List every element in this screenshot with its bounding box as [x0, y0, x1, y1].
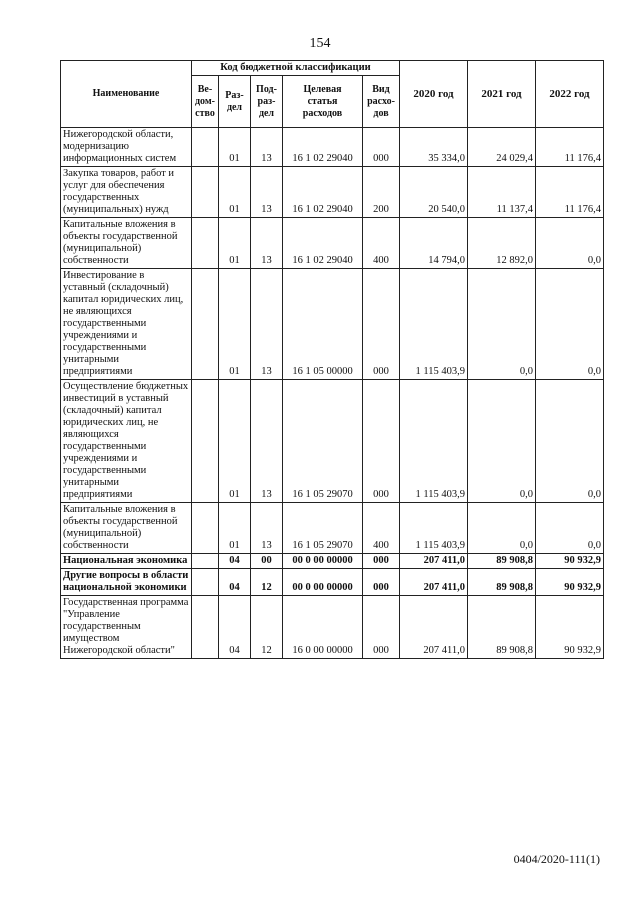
- row-value-2022: 0,0: [536, 218, 604, 269]
- row-razdel: 01: [219, 128, 251, 167]
- row-value-2021: 89 908,8: [468, 569, 536, 596]
- row-name: Осуществление бюджетных инвестиций в уставный (складочный) капитал юридических лиц, не являющихся государственными учреждениями и государственными унитарными предприятиями: [61, 380, 192, 503]
- row-podrazdel: 13: [251, 128, 283, 167]
- row-value-2022: 0,0: [536, 269, 604, 380]
- row-value-2021: 0,0: [468, 269, 536, 380]
- row-expense-type: 000: [363, 569, 400, 596]
- row-value-2020: 207 411,0: [400, 569, 468, 596]
- row-target-article: 16 1 02 29040: [283, 128, 363, 167]
- row-razdel: 01: [219, 218, 251, 269]
- table-row: [61, 503, 604, 554]
- row-value-2020: 207 411,0: [400, 554, 468, 569]
- row-podrazdel: 12: [251, 596, 283, 659]
- row-vedomstvo: [192, 167, 219, 218]
- row-podrazdel: 13: [251, 218, 283, 269]
- row-value-2022: 90 932,9: [536, 554, 604, 569]
- row-vedomstvo: [192, 269, 219, 380]
- row-podrazdel: 12: [251, 569, 283, 596]
- document-code: 0404/2020-111(1): [513, 852, 600, 866]
- header-vedomstvo: Ве- дом- ство: [192, 76, 219, 128]
- row-podrazdel: 13: [251, 167, 283, 218]
- table-row: [61, 218, 604, 269]
- row-razdel: 01: [219, 167, 251, 218]
- row-target-article: 00 0 00 00000: [283, 569, 363, 596]
- row-value-2022: 11 176,4: [536, 128, 604, 167]
- row-value-2022: 0,0: [536, 503, 604, 554]
- row-name: Капитальные вложения в объекты государственной (муниципальной) собственности: [61, 503, 192, 554]
- row-podrazdel: 13: [251, 269, 283, 380]
- row-value-2020: 1 115 403,9: [400, 380, 468, 503]
- header-name: Наименование: [61, 61, 192, 128]
- table-row: [61, 554, 604, 569]
- row-value-2021: 0,0: [468, 503, 536, 554]
- row-name: Национальная экономика: [61, 554, 192, 569]
- table-row: [61, 569, 604, 596]
- row-target-article: 16 1 02 29040: [283, 218, 363, 269]
- row-vedomstvo: [192, 218, 219, 269]
- row-vedomstvo: [192, 503, 219, 554]
- header-2022: 2022 год: [536, 61, 604, 128]
- row-name: Государственная программа "Управление государственным имуществом Нижегородской области": [61, 596, 192, 659]
- row-value-2021: 11 137,4: [468, 167, 536, 218]
- header-target: Целевая статья расходов: [283, 76, 363, 128]
- row-podrazdel: 13: [251, 380, 283, 503]
- row-value-2021: 89 908,8: [468, 596, 536, 659]
- header-podrazdel: Под- раз- дел: [251, 76, 283, 128]
- table-row: [61, 167, 604, 218]
- row-target-article: 16 1 05 29070: [283, 380, 363, 503]
- row-vedomstvo: [192, 128, 219, 167]
- row-expense-type: 000: [363, 554, 400, 569]
- table-row: [61, 269, 604, 380]
- row-razdel: 01: [219, 380, 251, 503]
- row-vedomstvo: [192, 554, 219, 569]
- row-podrazdel: 00: [251, 554, 283, 569]
- row-value-2020: 1 115 403,9: [400, 503, 468, 554]
- table-body: [61, 128, 604, 659]
- row-expense-type: 400: [363, 218, 400, 269]
- table-row: [61, 596, 604, 659]
- row-razdel: 04: [219, 596, 251, 659]
- row-target-article: 16 1 02 29040: [283, 167, 363, 218]
- row-value-2020: 35 334,0: [400, 128, 468, 167]
- row-expense-type: 000: [363, 128, 400, 167]
- row-vedomstvo: [192, 596, 219, 659]
- page-number: 154: [309, 36, 331, 51]
- row-expense-type: 000: [363, 269, 400, 380]
- row-name: Нижегородской области, модернизацию информационных систем: [61, 128, 192, 167]
- row-razdel: 01: [219, 503, 251, 554]
- row-value-2020: 14 794,0: [400, 218, 468, 269]
- row-target-article: 16 0 00 00000: [283, 596, 363, 659]
- row-value-2020: 207 411,0: [400, 596, 468, 659]
- budget-table: [60, 60, 604, 659]
- row-expense-type: 400: [363, 503, 400, 554]
- row-vedomstvo: [192, 380, 219, 503]
- row-razdel: 04: [219, 569, 251, 596]
- header-code-group: Код бюджетной классификации: [192, 61, 400, 76]
- header-razdel: Раз- дел: [219, 76, 251, 128]
- row-value-2020: 1 115 403,9: [400, 269, 468, 380]
- header-2021: 2021 год: [468, 61, 536, 128]
- row-value-2021: 0,0: [468, 380, 536, 503]
- row-expense-type: 000: [363, 380, 400, 503]
- row-value-2022: 0,0: [536, 380, 604, 503]
- header-vid: Вид расхо- дов: [363, 76, 400, 128]
- row-target-article: 16 1 05 00000: [283, 269, 363, 380]
- row-name: Капитальные вложения в объекты государственной (муниципальной) собственности: [61, 218, 192, 269]
- row-podrazdel: 13: [251, 503, 283, 554]
- row-value-2021: 24 029,4: [468, 128, 536, 167]
- row-value-2022: 90 932,9: [536, 569, 604, 596]
- row-value-2022: 11 176,4: [536, 167, 604, 218]
- row-value-2020: 20 540,0: [400, 167, 468, 218]
- row-target-article: 16 1 05 29070: [283, 503, 363, 554]
- row-expense-type: 200: [363, 167, 400, 218]
- row-value-2021: 12 892,0: [468, 218, 536, 269]
- row-vedomstvo: [192, 569, 219, 596]
- row-name: Другие вопросы в области национальной экономики: [61, 569, 192, 596]
- row-razdel: 04: [219, 554, 251, 569]
- row-value-2021: 89 908,8: [468, 554, 536, 569]
- header-2020: 2020 год: [400, 61, 468, 128]
- row-value-2022: 90 932,9: [536, 596, 604, 659]
- row-target-article: 00 0 00 00000: [283, 554, 363, 569]
- table-row: [61, 380, 604, 503]
- row-name: Инвестирование в уставный (складочный) капитал юридических лиц, не являющихся государственными учреждениями и государственными унитарными предприятиями: [61, 269, 192, 380]
- row-name: Закупка товаров, работ и услуг для обеспечения государственных (муниципальных) нужд: [61, 167, 192, 218]
- table-row: [61, 128, 604, 167]
- row-razdel: 01: [219, 269, 251, 380]
- row-expense-type: 000: [363, 596, 400, 659]
